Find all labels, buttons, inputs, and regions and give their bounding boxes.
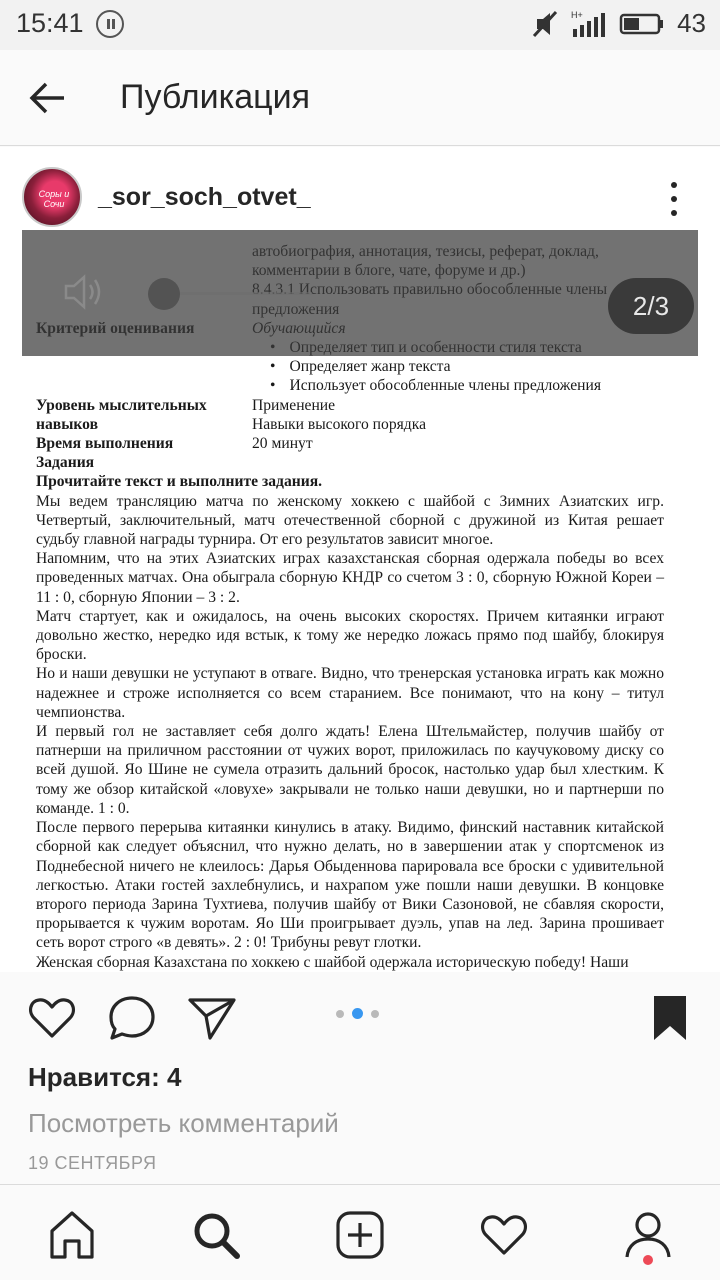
share-send-icon[interactable] bbox=[186, 992, 238, 1044]
status-time: 15:41 bbox=[16, 8, 84, 38]
doc-paragraph: Напомним, что на этих Азиатских играх казахстанская сборная одержала победы во всех проведенных матчах. Она обыграла сборную КНДР со счетом 3 : 0, сборную Южной Кореи – 11 : 0, сборную Японии – 3 : 2. bbox=[36, 550, 664, 606]
doc-paragraph: Матч стартует, как и ожидалось, на очень высоких скоростях. Причем китаянки играют довольно жестко, нередко идя встык, к тому же нередко ложась прямо под шайбу, блокируя броски. bbox=[36, 607, 664, 664]
volume-slider-knob[interactable] bbox=[148, 278, 180, 310]
post-actions bbox=[0, 972, 720, 1062]
instruction: Прочитайте текст и выполните задания. bbox=[36, 473, 323, 491]
tasks-label: Задания bbox=[36, 454, 95, 472]
thinking-values bbox=[252, 396, 664, 434]
battery-percent: 43 bbox=[677, 8, 706, 38]
network-type-label: H+ bbox=[571, 9, 583, 20]
new-post-icon[interactable] bbox=[334, 1209, 386, 1261]
doc-paragraph: Мы ведем трансляцию матча по женскому хоккею с шайбой с Зимних Азиатских игр. Четвертый, заключительный, матч отечественной сборной с дружиной из Китая решает судьбу главной награды турнира. От его результатов зависит многое. bbox=[36, 492, 664, 549]
carousel-dot-active bbox=[352, 1008, 363, 1019]
criteria-item: • Использует обособленные члены предложения bbox=[292, 376, 664, 395]
thinking-value: Навыки высокого порядка bbox=[252, 415, 426, 433]
view-comments-link[interactable]: Посмотреть комментарий bbox=[28, 1108, 339, 1138]
more-options-icon[interactable] bbox=[664, 179, 684, 219]
signal-icon bbox=[571, 9, 607, 39]
bookmark-saved-icon[interactable] bbox=[644, 992, 696, 1044]
page-title: Публикация bbox=[120, 78, 311, 116]
thinking-row bbox=[36, 396, 664, 434]
doc-paragraph: И первый гол не заставляет себя долго ждать! Елена Штельмайстер, получив шайбу от патнерши на приличном расстоянии от чужих ворот, приложилась по каучуковому диску со всей душой. Яо Шине не сумела отразить дальний бросок, настолько удар был хлестким. К тому же обзор китайской «ловухе» закрывали не только наши девушки, но и партнерши по команде. 1 : 0. bbox=[36, 723, 664, 817]
carousel-dot bbox=[371, 1010, 379, 1018]
username[interactable]: _sor_soch_otvet_ bbox=[98, 183, 311, 211]
volume-overlay bbox=[22, 230, 698, 356]
criteria-item: • Определяет жанр текста bbox=[292, 357, 664, 376]
bottom-nav bbox=[0, 1184, 720, 1280]
notification-dot bbox=[643, 1255, 653, 1265]
avatar-logo-text: Соры и Сочи bbox=[38, 189, 70, 209]
back-arrow-icon[interactable] bbox=[28, 78, 68, 118]
status-bar bbox=[0, 0, 720, 50]
time-label: Время выполнения bbox=[36, 435, 174, 453]
mute-icon bbox=[531, 9, 559, 39]
time-row bbox=[36, 434, 664, 453]
doc-paragraph: Женская сборная Казахстана по хоккею с шайбой одержала историческую победу! Наши bbox=[36, 953, 629, 971]
speaker-icon[interactable] bbox=[62, 272, 106, 312]
activity-heart-icon[interactable] bbox=[478, 1209, 530, 1261]
comment-icon[interactable] bbox=[106, 992, 158, 1044]
volume-slider-track[interactable] bbox=[162, 292, 312, 295]
carousel-dots bbox=[336, 1008, 379, 1019]
home-icon[interactable] bbox=[46, 1209, 98, 1261]
doc-paragraph: После первого перерыва китаянки кинулись в атаку. Видимо, финский наставник китайской сборной как следует объяснил, что нужно делать, но в завершении атак у спортсменок из Поднебесной ничего не клеилось: Дарья Обыденнова парировала все броски с удивительной легкостью. Атаки гостей захлебнулись, и нахрапом уже пошли наши девушки. В концовке второго периода Зарина Тухтиева, получив шайбу от Вики Сазоновой, не сбавляя скорости, прорывается к чужим воротам. Яо Ши проигрывает дуэль, упав на лед. Зарина прошивает сеть ворот строго «в девять». 2 : 0! Трибуны ревут глотки. bbox=[36, 819, 664, 952]
app-bar bbox=[0, 50, 720, 146]
avatar[interactable] bbox=[22, 167, 82, 227]
battery-icon bbox=[619, 12, 665, 36]
likes-count[interactable]: Нравится: 4 bbox=[28, 1062, 182, 1092]
post-date: 19 СЕНТЯБРЯ bbox=[28, 1153, 157, 1173]
status-icons bbox=[531, 8, 706, 39]
carousel-dot bbox=[336, 1010, 344, 1018]
like-heart-icon[interactable] bbox=[26, 992, 78, 1044]
slide-counter: 2/3 bbox=[608, 278, 694, 334]
time-value: 20 минут bbox=[252, 435, 313, 453]
media-pause-icon bbox=[96, 10, 124, 38]
doc-paragraph: Но и наши девушки не уступают в отваге. Видно, что тренерская установка играть как можно надежнее и строже исполняется со всем старанием. Все понимают, что на кону – титул чемпионства. bbox=[36, 665, 664, 721]
thinking-value: Применение bbox=[252, 396, 336, 414]
search-icon[interactable] bbox=[190, 1209, 242, 1261]
thinking-label: Уровень мыслительных навыков bbox=[36, 396, 207, 433]
profile-icon[interactable] bbox=[622, 1209, 674, 1261]
